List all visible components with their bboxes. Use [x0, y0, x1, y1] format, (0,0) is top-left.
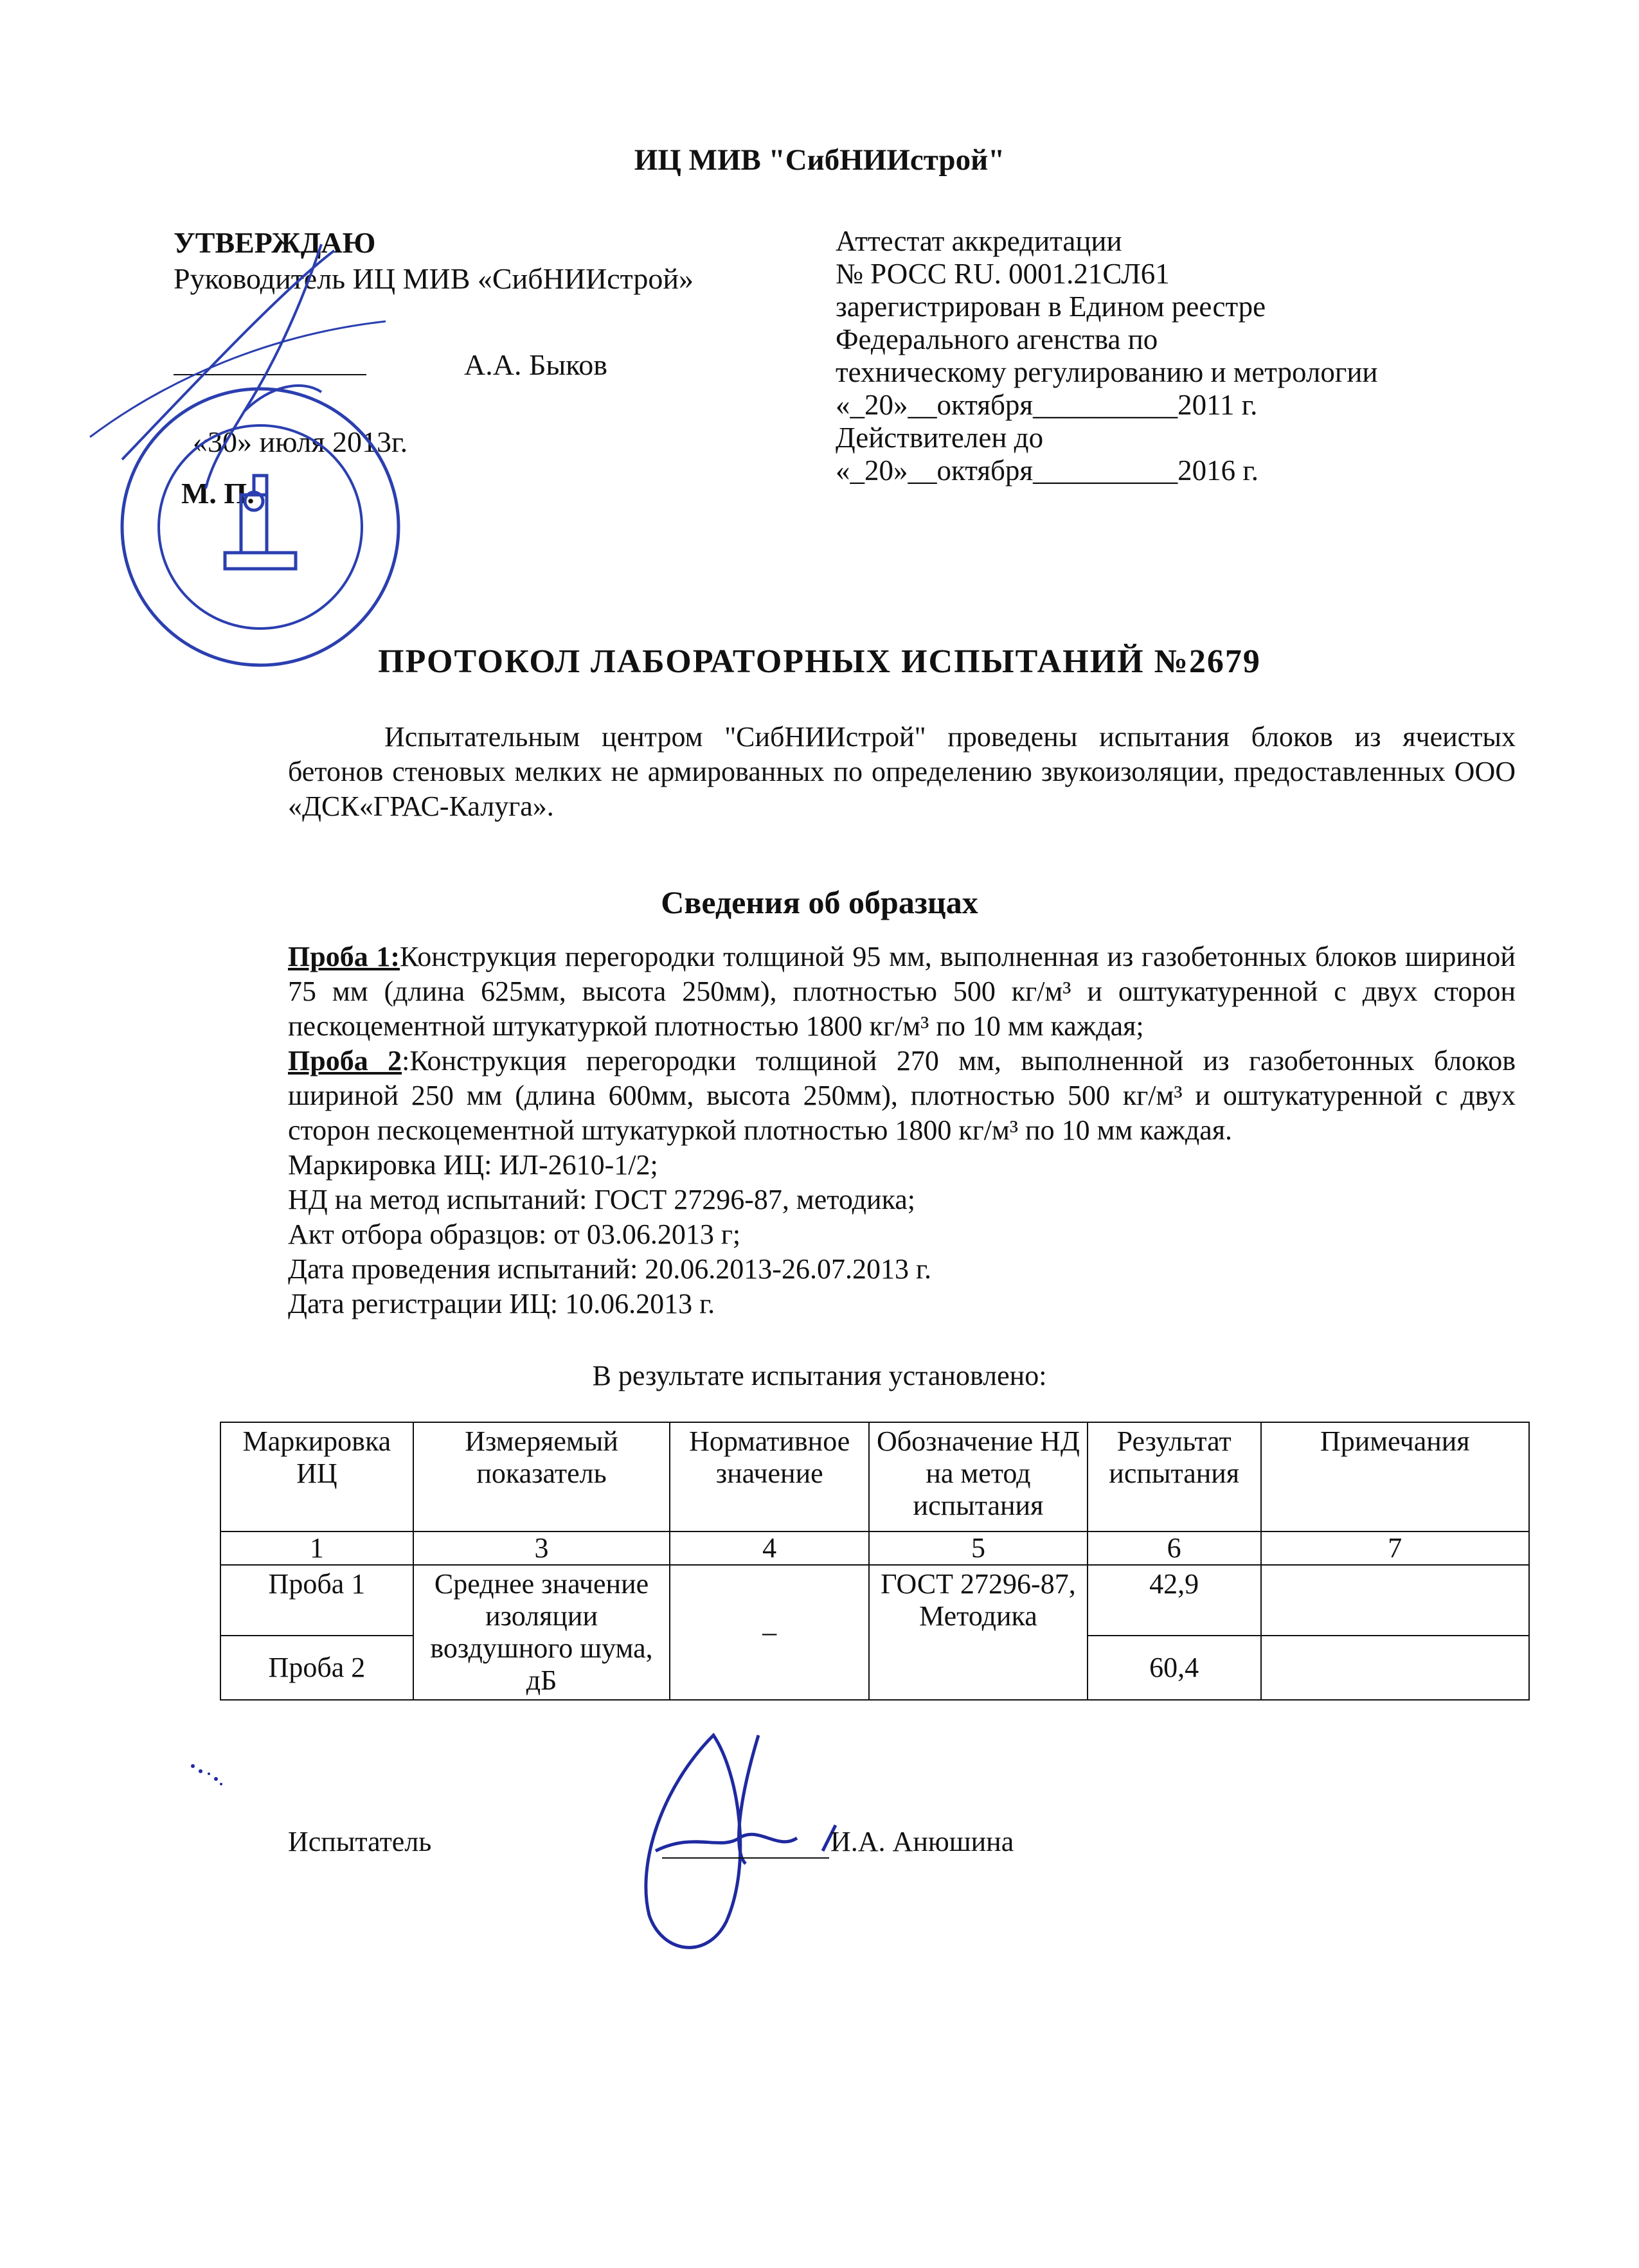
tester-signature — [646, 1735, 836, 1947]
column-number: 6 — [1088, 1531, 1261, 1565]
column-number: 3 — [413, 1531, 670, 1565]
header-notes: Примечания — [1261, 1422, 1529, 1531]
column-number: 5 — [869, 1531, 1088, 1565]
notes-cell — [1261, 1565, 1529, 1636]
organization-title: ИЦ МИВ "СибНИИстрой" — [634, 143, 1005, 177]
accreditation-line: «_20»__октября__________2016 г. — [836, 454, 1259, 487]
sample-1-text: Конструкция перегородки толщиной 95 мм, выполненная из газобетонных блоков шириной 75 мм (длина 625мм, высота 250мм), плотностью 500 кг/м³ и оштукатуренной с двух сторон пескоцементной штукатуркой плотностью 1800 кг/м³ по 10 мм каждая; — [288, 941, 1516, 1042]
approval-heading: УТВЕРЖДАЮ — [174, 226, 376, 259]
approver-position: Руководитель ИЦ МИВ «СибНИИстрой» — [174, 262, 694, 295]
sample-2-paragraph — [288, 1044, 1516, 1148]
accreditation-line: техническому регулированию и метрологии — [836, 356, 1378, 388]
accreditation-line: зарегистрирован в Едином реестре — [836, 290, 1266, 323]
approver-name: А.А. Быков — [464, 348, 607, 381]
tester-label: Испытатель — [288, 1826, 432, 1857]
accreditation-line: «_20»__октября__________2011 г. — [836, 389, 1258, 421]
accreditation-line: Аттестат аккредитации — [836, 225, 1122, 257]
sampling-act-line: Акт отбора образцов: от 03.06.2013 г; — [288, 1219, 741, 1250]
tester-signature-line — [662, 1857, 829, 1859]
stamp-label: М. П. — [181, 477, 255, 510]
header-result: Результат испытания — [1088, 1422, 1261, 1531]
samples-details — [288, 940, 1516, 1321]
table-row — [220, 1565, 1529, 1636]
registration-date-line: Дата регистрации ИЦ: 10.06.2013 г. — [288, 1288, 715, 1319]
header-indicator: Измеряемый показатель — [413, 1422, 670, 1531]
sample-marking-cell: Проба 1 — [220, 1565, 413, 1636]
test-dates-line: Дата проведения испытаний: 20.06.2013-26.07.2013 г. — [288, 1253, 932, 1285]
approver-signature — [206, 244, 321, 488]
method-cell: ГОСТ 27296-87, Методика — [869, 1565, 1088, 1700]
protocol-title: ПРОТОКОЛ ЛАБОРАТОРНЫХ ИСПЫТАНИЙ №2679 — [378, 643, 1261, 680]
column-numbers-row — [220, 1531, 1529, 1565]
sample-2-text: :Конструкция перегородки толщиной 270 мм, выполненной из газобетонных блоков шириной 250 мм (длина 600мм, высота 250мм), плотностью 500 кг/м³ и оштукатуренной с двух сторон пескоцементной штукатуркой плотностью 1800 кг/м³ по 10 мм каждая. — [288, 1045, 1516, 1146]
normative-cell: – — [670, 1565, 869, 1700]
indicator-cell: Среднее значение изоляции воздушного шума, дБ — [413, 1565, 670, 1700]
column-number: 4 — [670, 1531, 869, 1565]
result-intro: В результате испытания установлено: — [592, 1360, 1047, 1391]
results-table — [220, 1422, 1530, 1701]
stamp-emblem-icon — [225, 476, 296, 569]
ink-dots — [191, 1764, 222, 1785]
samples-heading: Сведения об образцах — [661, 884, 978, 920]
sample-2-label: Проба 2 — [288, 1045, 402, 1076]
accreditation-line: Действителен до — [836, 422, 1044, 454]
result-cell: 42,9 — [1088, 1565, 1261, 1636]
company-stamp — [90, 251, 399, 665]
notes-cell — [1261, 1636, 1529, 1700]
accreditation-line: Федерального агенства по — [836, 323, 1158, 355]
sample-1-paragraph — [288, 940, 1516, 1044]
column-number: 7 — [1261, 1531, 1529, 1565]
header-marking: Маркировка ИЦ — [220, 1422, 413, 1531]
approval-date: «30» июля 2013г. — [193, 425, 408, 458]
header-normative: Нормативное значение — [670, 1422, 869, 1531]
table-header-row — [220, 1422, 1529, 1531]
method-line: НД на метод испытаний: ГОСТ 27296-87, методика; — [288, 1184, 916, 1215]
intro-paragraph: Испытательным центром "СибНИИстрой" проведены испытания блоков из ячеистых бетонов стеновых мелких не армированных по определению звукоизоляции, предоставленных ООО «ДСК«ГРАС-Калуга». — [288, 721, 1516, 822]
header-method: Обозначение НД на метод испытания — [869, 1422, 1088, 1531]
result-cell: 60,4 — [1088, 1636, 1261, 1700]
marking-line: Маркировка ИЦ: ИЛ-2610-1/2; — [288, 1149, 658, 1181]
sample-1-label: Проба 1: — [288, 941, 400, 972]
sample-marking-cell: Проба 2 — [220, 1636, 413, 1700]
tester-name: И.А. Анюшина — [830, 1826, 1014, 1857]
column-number: 1 — [220, 1531, 413, 1565]
accreditation-line: № РОСС RU. 0001.21СЛ61 — [836, 258, 1170, 290]
